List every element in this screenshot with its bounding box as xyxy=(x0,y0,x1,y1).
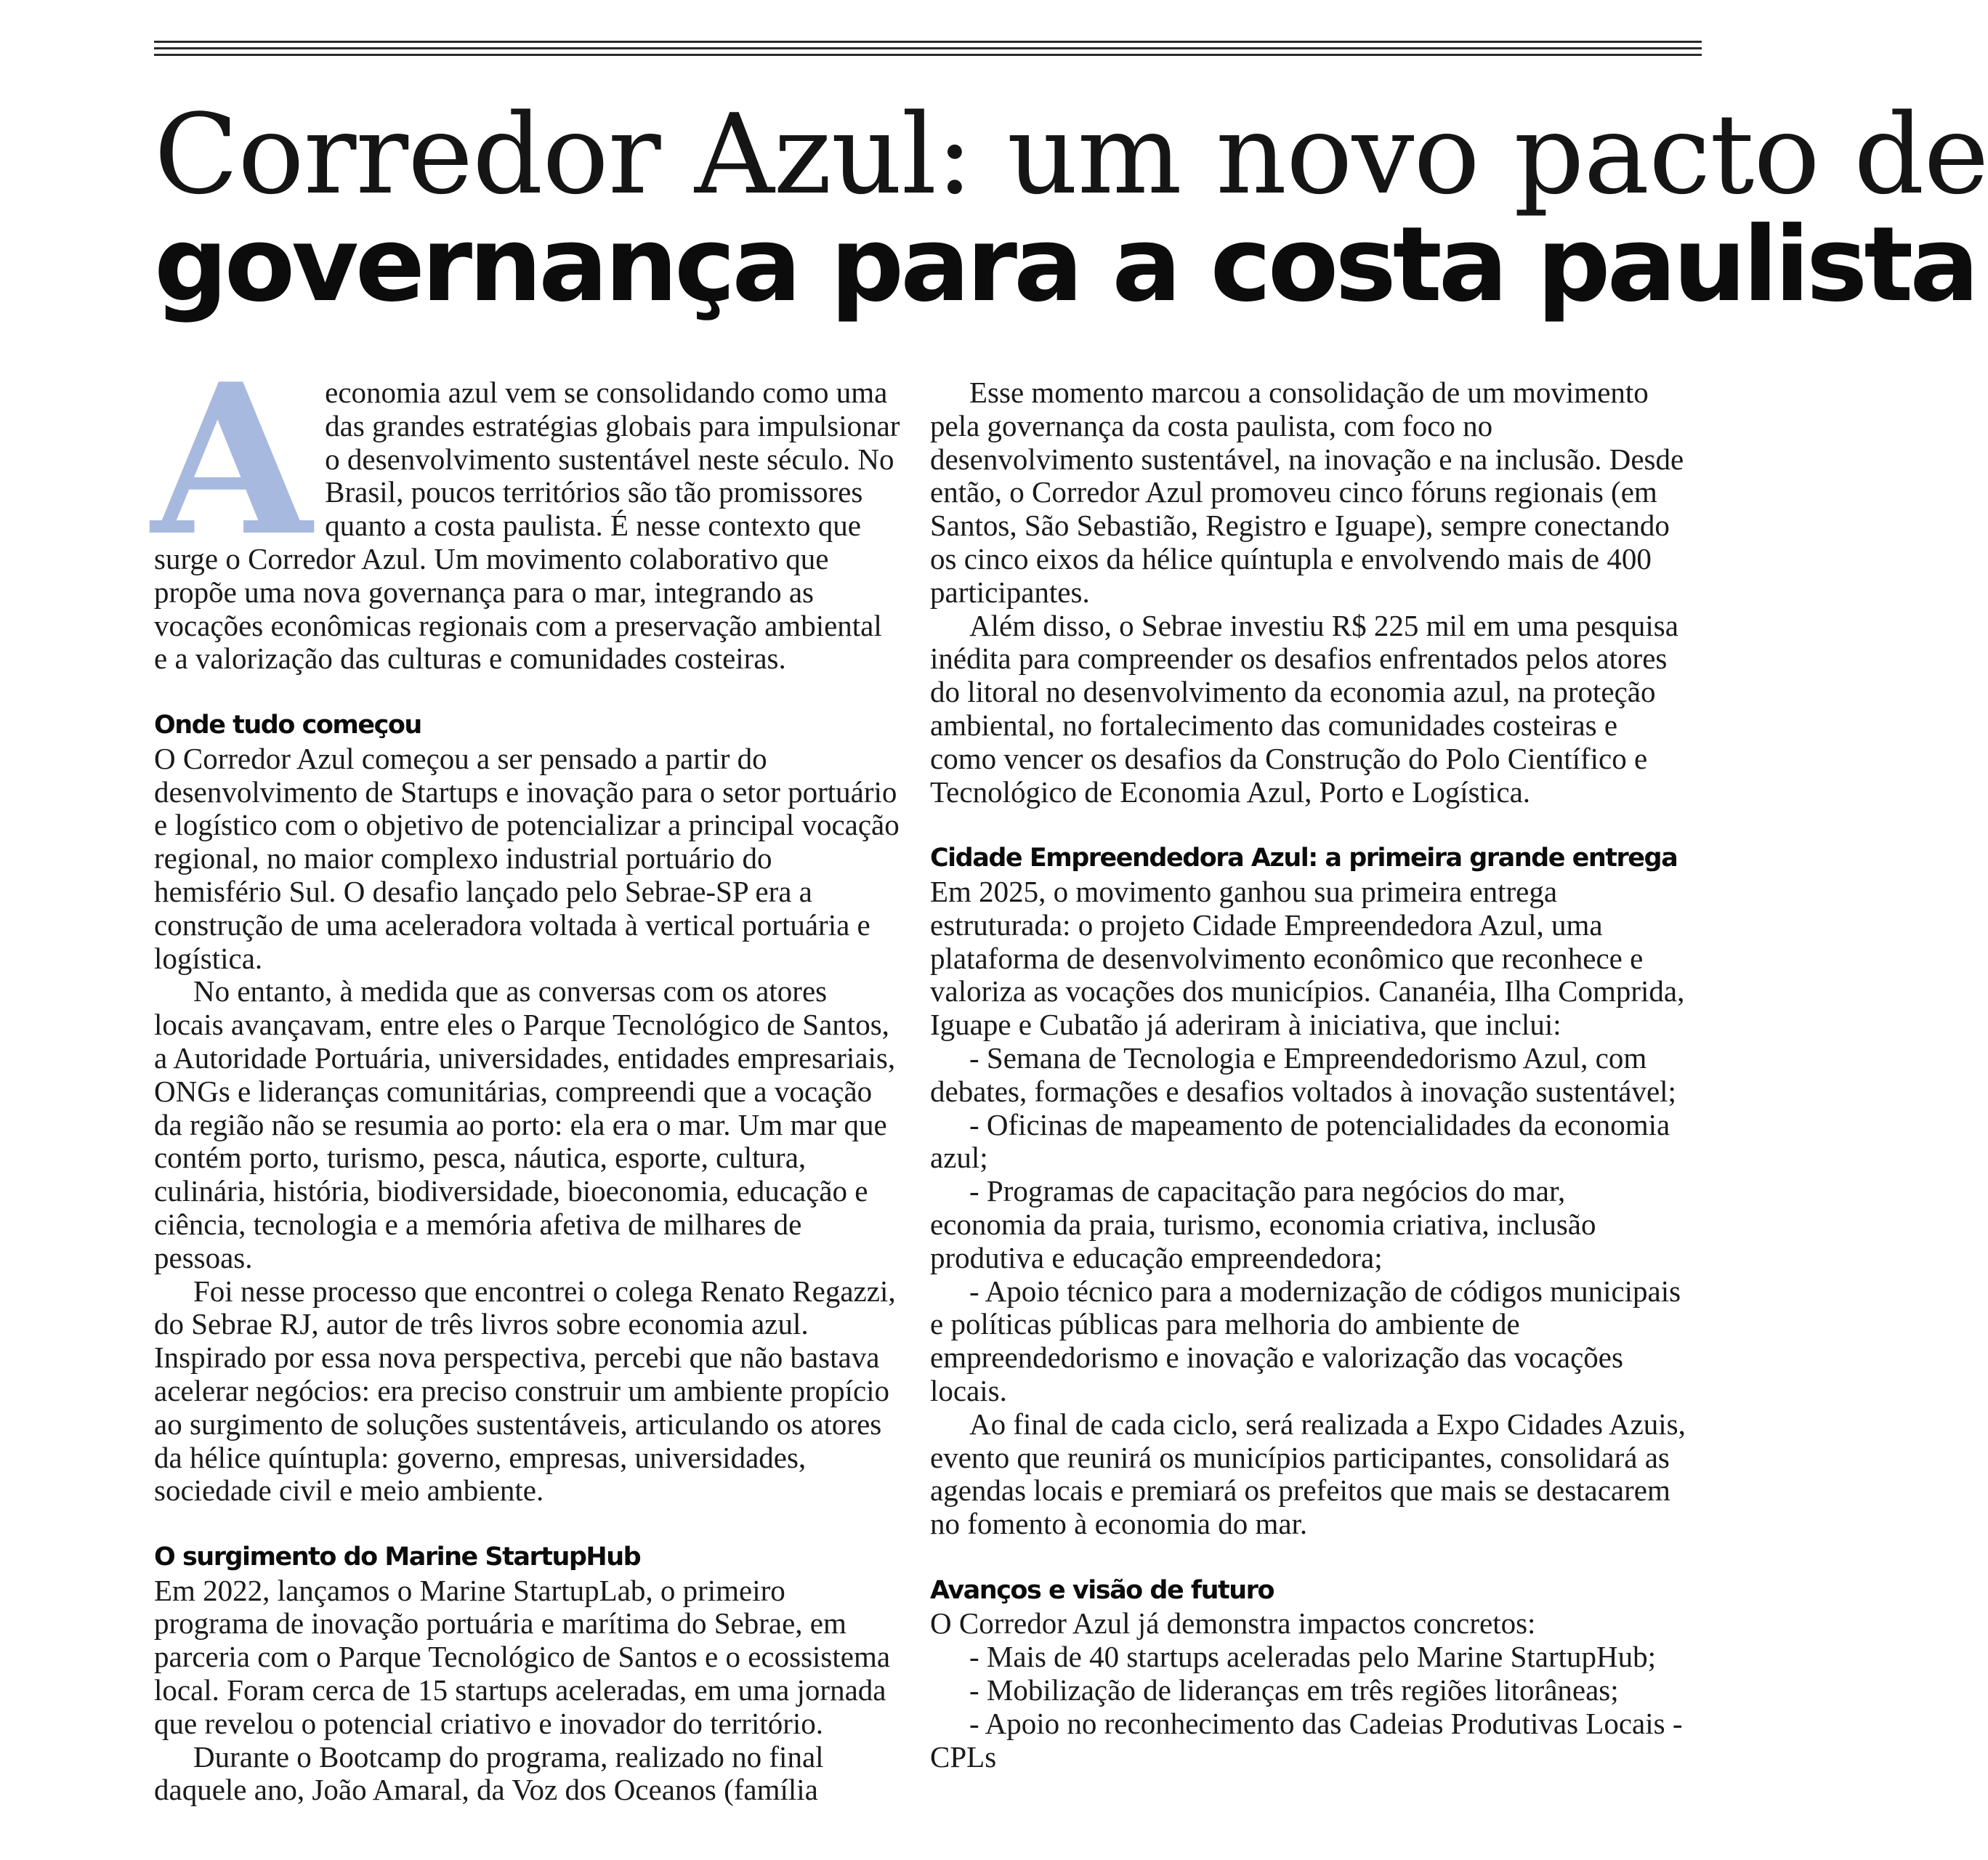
body-paragraph: Foi nesse processo que encontrei o colega Renato Regazzi, do Sebrae RJ, autor de três livros sobre economia azul. Inspirado por essa nova perspectiva, percebi que não bastava acelerar negócios: era preciso construir um ambiente propício ao surgimento de soluções sustentáveis, articulando os atores da hélice quíntupla: governo, empresas, universidades, sociedade civil e meio ambiente. xyxy=(154,1274,896,1508)
body-paragraph: - Oficinas de mapeamento de potencialidades da economia azul; xyxy=(930,1107,1670,1175)
body-paragraph: No entanto, à medida que as conversas com os atores locais avançavam, entre eles o Parque Tecnológico de Santos, a Autoridade Portuária, universidades, entidades empresariais, ONGs e lideranças comunitárias, compreendi que a vocação da região não se resumia ao porto: ela era o mar. Um mar que contém porto, turismo, pesca, náutica, esporte, cultura, culinária, história, biodiversidade, bioeconomia, educação e ciência, tecnologia e a memória afetiva de milhares de pessoas. xyxy=(154,974,896,1274)
section-heading: O surgimento do Marine StartupHub xyxy=(154,1542,641,1572)
section-spacer xyxy=(154,676,902,709)
lead-paragraph: economia azul vem se consolidando como uma das grandes estratégias globais para impulsionar o desenvolvimento sustentável neste século. No Brasil, poucos territórios são tão promissores quanto a costa paulista. É nesse contexto que surge o Corredor Azul. Um movimento colaborativo que propõe uma nova governança para o mar, integrando as vocações econômicas regionais com a preservação ambiental e a valorização das culturas e comunidades costeiras. xyxy=(154,376,900,676)
headline xyxy=(154,90,1988,325)
headline-line-1: Corredor Azul: um novo pacto de xyxy=(154,90,1988,219)
section-spacer xyxy=(930,809,1686,842)
headline-line-2: governança para a costa paulista xyxy=(154,205,1976,325)
section-heading: Onde tudo começou xyxy=(154,710,421,740)
top-rule-3 xyxy=(154,54,1702,56)
body-paragraph: - Apoio técnico para a modernização de códigos municipais e políticas públicas para melhoria do ambiente de empreendedorismo e inovação e valorização das vocações locais. xyxy=(930,1274,1681,1407)
body-paragraph: O Corredor Azul já demonstra impactos concretos: xyxy=(930,1606,1536,1641)
body-paragraph: - Mais de 40 startups aceleradas pelo Marine StartupHub; xyxy=(969,1640,1657,1674)
body-paragraph: - Mobilização de lideranças em três regiões litorâneas; xyxy=(969,1673,1619,1707)
left-column xyxy=(151,339,902,1807)
body-paragraph: Além disso, o Sebrae investiu R$ 225 mil em uma pesquisa inédita para compreender os desafios enfrentados pelos atores do litoral no desenvolvimento da economia azul, na proteção ambiental, no fortalecimento das comunidades costeiras e como vencer os desafios da Construção do Polo Científico e Tecnológico de Economia Azul, Porto e Logística. xyxy=(930,608,1678,809)
body-paragraph: Esse momento marcou a consolidação de um movimento pela governança da costa paulista, com foco no desenvolvimento sustentável, na inovação e na inclusão. Desde então, o Corredor Azul promoveu cinco fóruns regionais (em Santos, São Sebastião, Registro e Iguape), sempre conectando os cinco eixos da hélice quíntupla e envolvendo mais de 400 participantes. xyxy=(930,376,1684,609)
body-paragraph: - Programas de capacitação para negócios do mar, economia da praia, turismo, economia criativa, inclusão produtiva e educação empreendedora; xyxy=(930,1174,1596,1274)
section-heading: Avanços e visão de futuro xyxy=(930,1575,1274,1605)
section-spacer xyxy=(930,1541,1686,1574)
body-paragraph: Ao final de cada ciclo, será realizada a Expo Cidades Azuis, evento que reunirá os municípios participantes, consolidará as agendas locais e premiará os prefeitos que mais se destacarem no fomento à economia do mar. xyxy=(930,1407,1686,1541)
body-paragraph: O Corredor Azul começou a ser pensado a partir do desenvolvimento de Startups e inovação para o setor portuário e logístico com o objetivo de potencializar a principal vocação regional, no maior complexo industrial portuário do hemisfério Sul. O desafio lançado pelo Sebrae-SP era a construção de uma aceleradora voltada à vertical portuária e logística. xyxy=(154,741,900,975)
body-paragraph: - Semana de Tecnologia e Empreendedorismo Azul, com debates, formações e desafios voltados à inovação sustentável; xyxy=(930,1040,1676,1108)
body-paragraph: - Apoio no reconhecimento das Cadeias Produtivas Locais - CPLs xyxy=(930,1706,1683,1774)
masthead-rules xyxy=(154,41,1702,60)
body-paragraph: Em 2022, lançamos o Marine StartupLab, o primeiro programa de inovação portuária e marítima do Sebrae, em parceria com o Parque Tecnológico de Santos e o ecossistema local. Foram cerca de 15 startups aceleradas, em uma jornada que revelou o potencial criativo e inovador do território. xyxy=(154,1573,891,1740)
right-column xyxy=(930,376,1686,1774)
top-rule-2 xyxy=(154,47,1702,49)
section-spacer xyxy=(154,1508,902,1541)
body-paragraph: Durante o Bootcamp do programa, realizado no final daquele ano, João Amaral, da Voz dos Oceanos (família xyxy=(154,1739,824,1807)
section-heading: Cidade Empreendedora Azul: a primeira grande entrega xyxy=(930,844,1678,873)
top-rule-1 xyxy=(154,41,1702,43)
body-paragraph: Em 2025, o movimento ganhou sua primeira entrega estruturada: o projeto Cidade Empreendedora Azul, uma plataforma de desenvolvimento econômico que reconhece e valoriza as vocações dos municípios. Cananéia, Ilha Comprida, Iguape e Cubatão já aderiram à iniciativa, que inclui: xyxy=(930,874,1685,1042)
drop-cap: A xyxy=(151,339,312,582)
